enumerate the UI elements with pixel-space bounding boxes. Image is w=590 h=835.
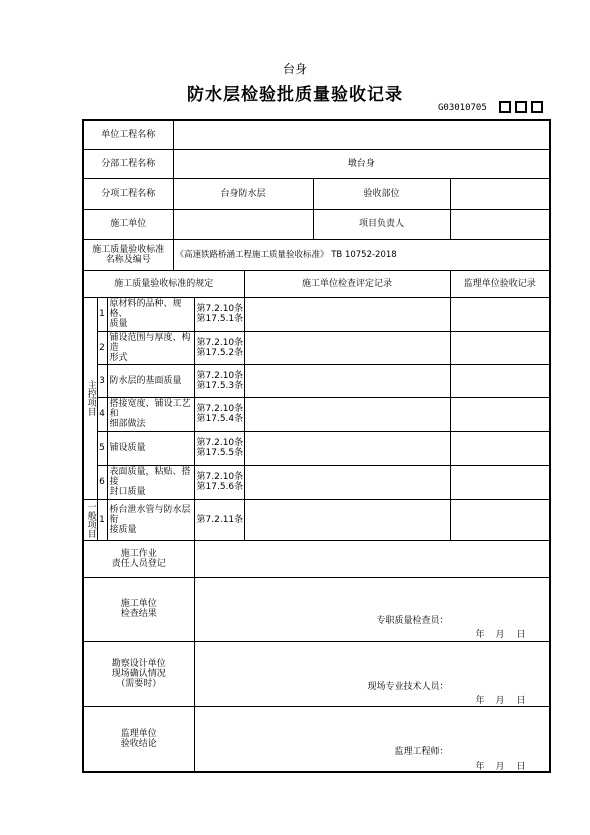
supervision-check-cell[interactable] <box>450 331 550 364</box>
item-clause-line-1: 第7.2.10条 <box>196 438 244 448</box>
item-name <box>107 397 194 431</box>
date-day: 日 <box>516 761 526 772</box>
date-month: 月 <box>495 695 505 706</box>
main-control-group-text: 主控项目 <box>85 380 96 416</box>
subdivision-label: 分项工程名称 <box>83 178 173 209</box>
date-month: 月 <box>495 629 505 640</box>
item-clause-line-2: 第17.5.5条 <box>196 448 244 458</box>
item-clause <box>194 364 244 397</box>
item-name-line-1: 防水层的基面质量 <box>109 375 182 386</box>
construction-result-line-2: 检查结果 <box>120 609 157 619</box>
date-year: 年 <box>475 761 485 772</box>
table-row <box>83 331 550 364</box>
construction-check-header: 施工单位检查评定记录 <box>244 270 450 297</box>
item-clause-line-1: 第7.2.10条 <box>196 337 244 348</box>
supervision-label-line-1: 监理单位 <box>120 728 157 739</box>
item-name <box>107 331 194 364</box>
item-name-line-1: 表面质量，粘贴、搭接 <box>109 467 191 487</box>
item-no: 1 <box>97 297 107 331</box>
division-value[interactable]: 墩台身 <box>173 149 550 178</box>
main-control-group-label <box>83 297 97 499</box>
date-day: 日 <box>516 629 526 640</box>
supervision-label-line-2: 验收结论 <box>120 738 157 749</box>
table-row <box>83 364 550 397</box>
item-name-line-1: 桥台泄水管与防水层衔 <box>109 504 191 525</box>
item-clause <box>194 499 244 540</box>
date-day: 日 <box>516 695 526 706</box>
item-name-line-1: 铺设质量 <box>109 443 146 453</box>
construction-check-cell[interactable] <box>244 465 450 499</box>
item-no: 1 <box>97 499 107 540</box>
construction-result-label <box>83 577 194 641</box>
supervision-check-cell[interactable] <box>450 499 550 540</box>
construction-result-line-1: 施工单位 <box>120 599 157 609</box>
code-box-3[interactable] <box>531 101 543 113</box>
survey-value[interactable] <box>194 641 550 706</box>
item-clause <box>194 431 244 465</box>
item-clause-line-2: 第17.5.4条 <box>196 414 244 424</box>
item-clause-line-1: 第7.2.10条 <box>196 370 244 381</box>
spec-column-header: 施工质量验收标准的规定 <box>83 270 244 297</box>
item-clause-line-2: 第17.5.1条 <box>196 314 244 324</box>
construction-check-cell[interactable] <box>244 297 450 331</box>
date-year: 年 <box>475 695 485 706</box>
code-box-2[interactable] <box>515 101 527 113</box>
project-manager-label: 项目负责人 <box>313 209 450 239</box>
item-clause-line-2: 第17.5.6条 <box>196 482 244 492</box>
survey-label-line-3: （需要时） <box>116 678 162 689</box>
inspection-form-table <box>82 119 551 773</box>
item-name <box>107 499 194 540</box>
acceptance-location-value[interactable] <box>450 178 550 209</box>
supervision-check-cell[interactable] <box>450 397 550 431</box>
item-clause <box>194 297 244 331</box>
quality-inspector-label: 专职质量检查员： <box>376 615 449 626</box>
survey-label-line-2: 现场确认情况 <box>111 668 166 679</box>
worker-value[interactable] <box>194 540 550 577</box>
survey-label <box>83 641 194 706</box>
item-name-line-2: 形式 <box>109 352 128 363</box>
item-no: 6 <box>97 465 107 499</box>
form-title: 防水层检验批质量验收记录 <box>187 85 403 105</box>
construction-check-cell[interactable] <box>244 499 450 540</box>
item-no: 2 <box>97 331 107 364</box>
item-no: 5 <box>97 431 107 465</box>
survey-label-line-1: 勘察设计单位 <box>111 658 166 669</box>
acceptance-location-label: 验收部位 <box>313 178 450 209</box>
division-label: 分部工程名称 <box>83 149 173 178</box>
unit-project-label: 单位工程名称 <box>83 120 173 149</box>
item-clause <box>194 397 244 431</box>
construction-check-cell[interactable] <box>244 431 450 465</box>
item-name-line-2: 封口质量 <box>109 487 146 497</box>
item-name-line-2: 细部做法 <box>109 419 146 429</box>
table-row <box>83 499 550 540</box>
item-name-line-2: 接质量 <box>109 524 137 535</box>
item-clause-line-1: 第7.2.10条 <box>196 304 244 314</box>
construction-unit-value[interactable] <box>173 209 313 239</box>
general-group-label <box>83 499 97 540</box>
item-name-line-2: 质量 <box>109 319 128 329</box>
table-row <box>83 465 550 499</box>
construction-result-value[interactable] <box>194 577 550 641</box>
date-year: 年 <box>475 629 485 640</box>
subdivision-value[interactable]: 台身防水层 <box>173 178 313 209</box>
project-manager-value[interactable] <box>450 209 550 239</box>
supervision-check-cell[interactable] <box>450 297 550 331</box>
construction-unit-label: 施工单位 <box>83 209 173 239</box>
supervision-label <box>83 706 194 772</box>
construction-check-cell[interactable] <box>244 397 450 431</box>
item-clause <box>194 331 244 364</box>
item-clause-line-2: 第17.5.2条 <box>196 347 244 358</box>
standard-label-line-2: 名称及编号 <box>105 254 151 265</box>
standard-label <box>83 239 173 270</box>
standard-label-line-1: 施工质量验收标准 <box>92 244 165 255</box>
form-code: G03010705 <box>438 103 487 113</box>
table-row <box>83 297 550 331</box>
date-month: 月 <box>495 761 505 772</box>
supervisor-label: 监理工程师： <box>394 746 449 757</box>
supervision-check-cell[interactable] <box>450 465 550 499</box>
form-subtitle: 台身 <box>282 62 307 76</box>
supervision-check-header: 监理单位验收记录 <box>450 270 550 297</box>
unit-project-value[interactable] <box>173 120 550 149</box>
worker-label <box>83 540 194 577</box>
item-clause <box>194 465 244 499</box>
item-name-line-1: 搭接宽度、铺设工艺和 <box>109 399 191 419</box>
supervision-value[interactable] <box>194 706 550 772</box>
item-name <box>107 431 194 465</box>
item-clause-line-1: 第7.2.10条 <box>196 404 244 414</box>
standard-value[interactable]: 《高速铁路桥涵工程施工质量验收标准》 TB 10752-2018 <box>173 239 550 270</box>
general-group-text: 一般项目 <box>85 501 96 538</box>
item-clause-line-1: 第7.2.11条 <box>196 514 244 525</box>
table-row <box>83 397 550 431</box>
item-name-line-1: 原材料的品种、规格、 <box>109 299 182 319</box>
worker-label-line-2: 责任人员登记 <box>111 558 166 569</box>
item-no: 3 <box>97 364 107 397</box>
table-row <box>83 431 550 465</box>
construction-check-cell[interactable] <box>244 331 450 364</box>
item-name <box>107 297 194 331</box>
item-no: 4 <box>97 397 107 431</box>
item-clause-line-1: 第7.2.10条 <box>196 472 244 482</box>
item-clause-line-2: 第17.5.3条 <box>196 380 244 391</box>
item-name <box>107 465 194 499</box>
item-name <box>107 364 194 397</box>
tech-staff-label: 现场专业技术人员： <box>367 681 449 692</box>
construction-check-cell[interactable] <box>244 364 450 397</box>
supervision-check-cell[interactable] <box>450 431 550 465</box>
code-box-1[interactable] <box>499 101 511 113</box>
worker-label-line-1: 施工作业 <box>120 548 157 559</box>
supervision-check-cell[interactable] <box>450 364 550 397</box>
item-name-line-1: 铺设范围与厚度、构造 <box>109 332 191 353</box>
